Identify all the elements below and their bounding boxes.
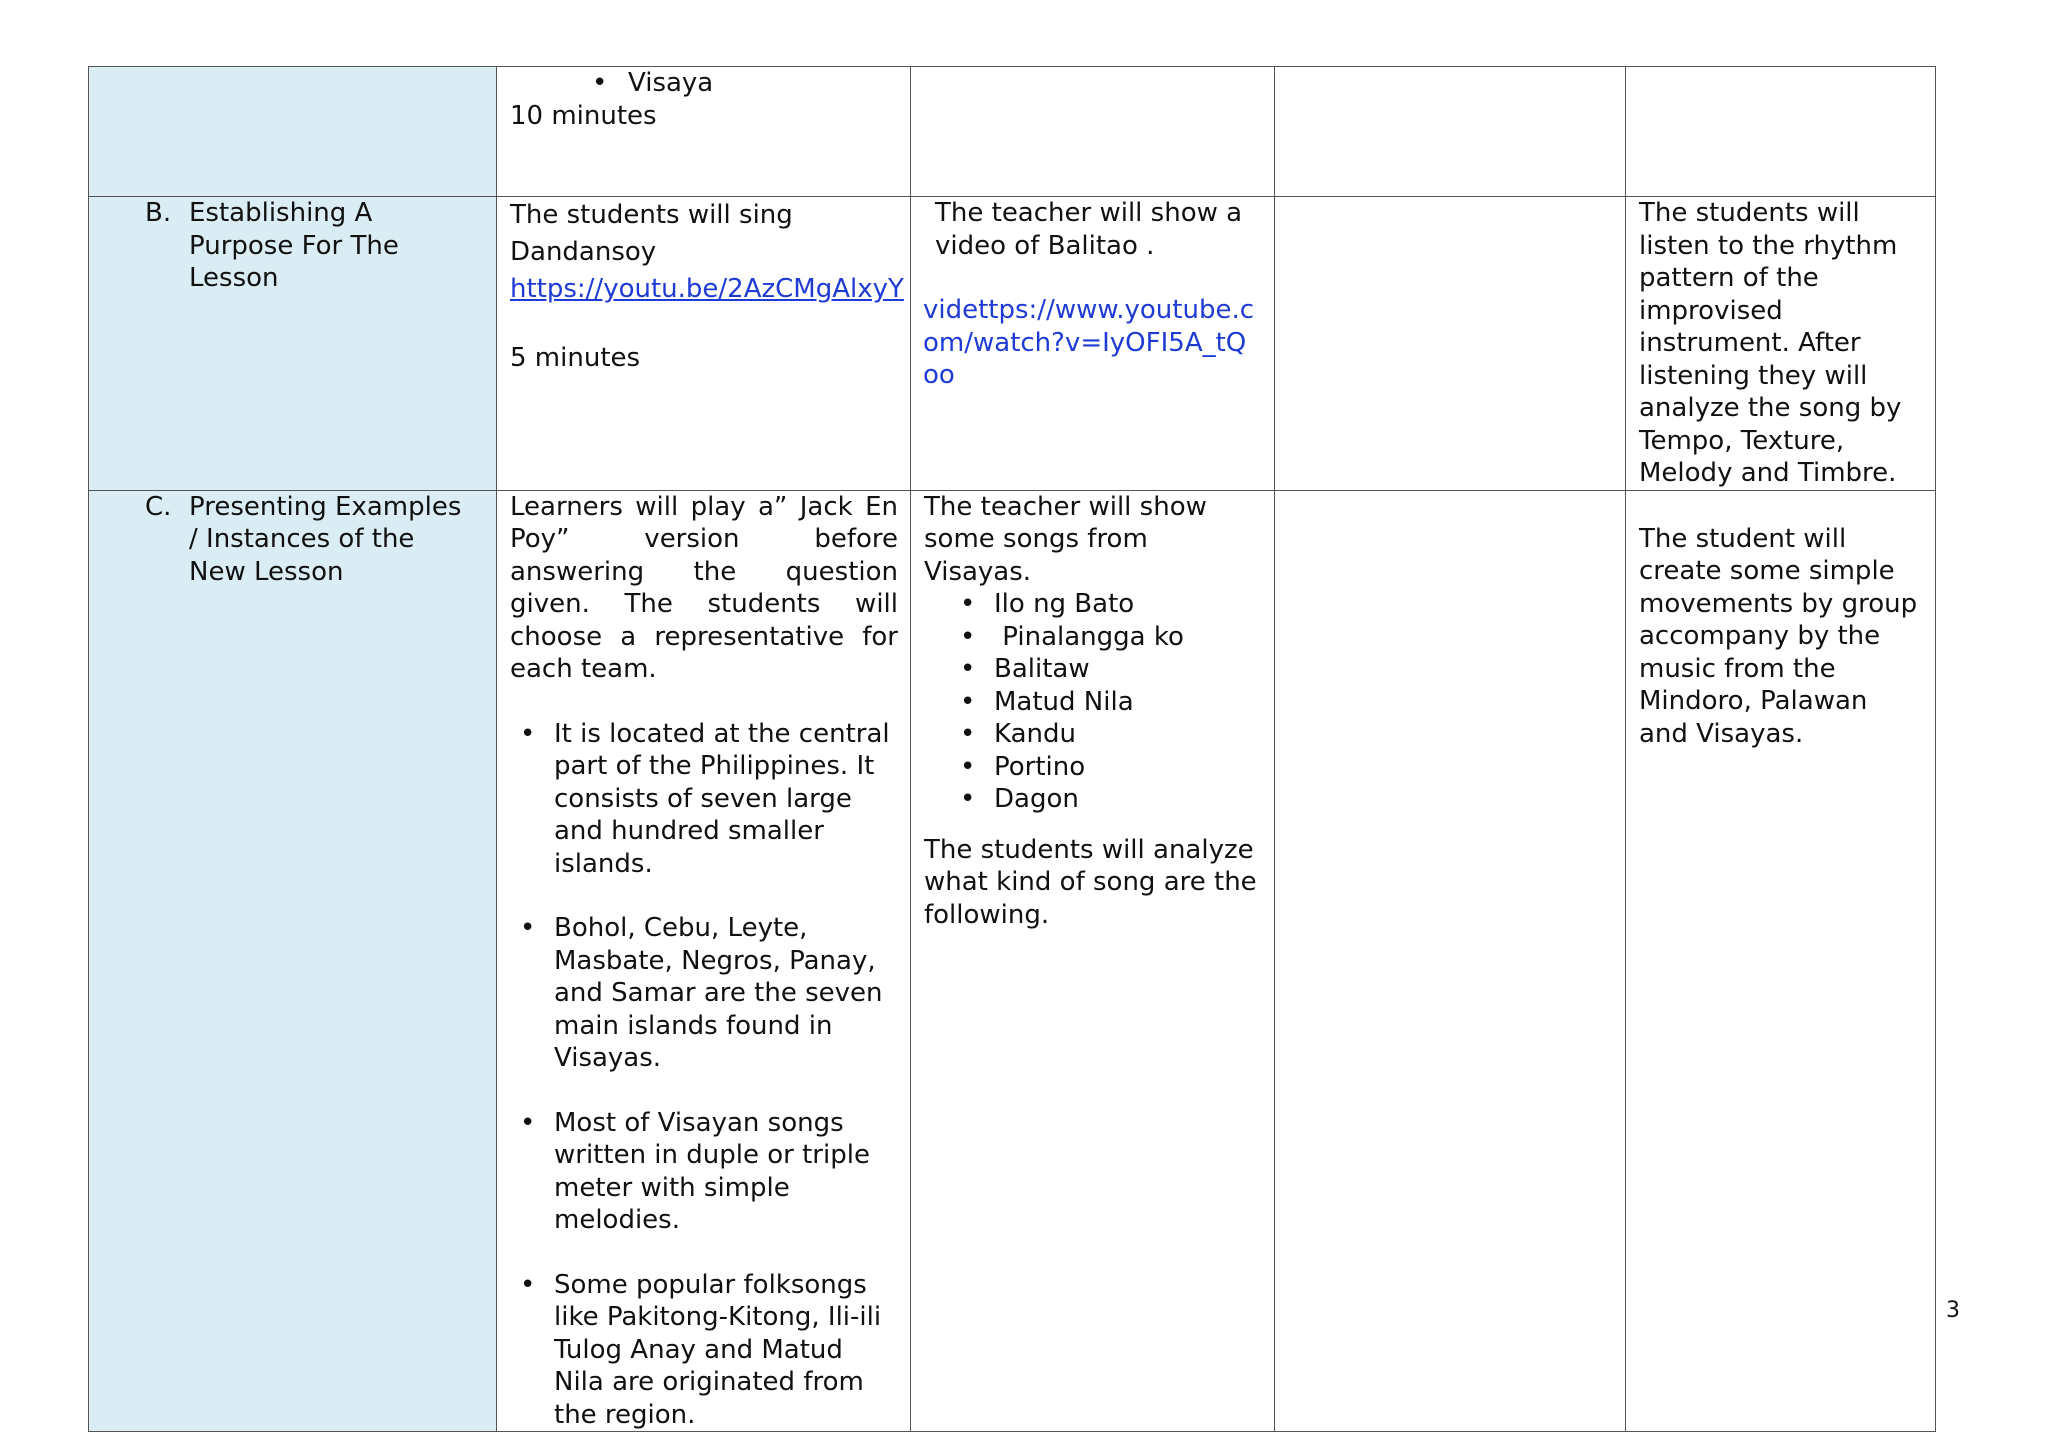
youtube-link[interactable]: https://youtu.be/2AzCMgAlxyY — [510, 274, 904, 304]
bullet-icon: • — [520, 718, 536, 749]
table-row — [89, 67, 1936, 197]
bullet-icon: • — [960, 686, 976, 717]
table-row — [89, 197, 1936, 491]
song-title: Matud Nila — [994, 686, 1134, 717]
time-text: 10 minutes — [510, 100, 657, 131]
bullet-icon: • — [520, 913, 536, 943]
bullet-icon: • — [960, 621, 976, 652]
song-title: Dandansoy — [510, 237, 657, 267]
list-item — [510, 912, 898, 1075]
content-cell — [497, 197, 911, 491]
list-item — [950, 621, 1262, 654]
list-item — [950, 686, 1262, 719]
activity-text: The teacher will show some songs from Visayas. — [924, 491, 1207, 587]
activity-text: The student will create some simple movements by group accompany by the music from the Mindoro, Palawan and Visayas. — [1639, 523, 1918, 749]
label-cell — [89, 490, 497, 1432]
lesson-plan-table — [88, 66, 1936, 1432]
bullet-icon: • — [960, 589, 976, 619]
bullet-icon: • — [960, 751, 976, 782]
label-cell — [89, 197, 497, 491]
time-text: 5 minutes — [510, 343, 641, 373]
bullet-icon: • — [520, 1269, 536, 1300]
bullet-icon: • — [960, 784, 976, 814]
content-cell — [1626, 490, 1936, 1432]
activity-text: Learners will play a” Jack En Poy” version before answering the question given. The students will choose a representative for each team. — [510, 491, 898, 684]
list-item — [950, 653, 1262, 686]
song-title: Pinalangga ko — [994, 621, 1184, 652]
video-link[interactable]: videttps://www.youtube.com/watch?v=IyOFI5A_tQoo — [923, 295, 1255, 390]
empty-cell — [1626, 67, 1936, 197]
activity-text: The students will sing — [510, 200, 793, 230]
section-letter: B. — [145, 198, 172, 228]
list-item — [950, 718, 1262, 751]
list-item-text: Most of Visayan songs written in duple or triple meter with simple melodies. — [554, 1107, 870, 1235]
empty-cell — [911, 67, 1275, 197]
list-item-text: Visaya — [628, 68, 714, 98]
section-label: Presenting Examples / Instances of the New Lesson — [189, 491, 462, 587]
song-title: Dagon — [994, 784, 1079, 814]
content-cell — [911, 490, 1275, 1432]
activity-text: The students will analyze what kind of song are the following. — [924, 834, 1257, 930]
section-label: Establishing A Purpose For The Lesson — [189, 198, 399, 293]
song-list — [924, 588, 1262, 816]
list-item-text: Some popular folksongs like Pakitong-Kitong, Ili-ili Tulog Anay and Matud Nila are originated from the region. — [554, 1269, 882, 1430]
bullet-list — [510, 67, 898, 100]
bullet-icon: • — [960, 719, 976, 749]
list-item — [510, 1107, 898, 1237]
content-cell — [497, 490, 911, 1432]
list-item — [510, 67, 898, 100]
activity-text: The students will listen to the rhythm pattern of the improvised instrument. After listening they will analyze the song by Tempo, Texture, Melody and Timbre. — [1639, 198, 1902, 488]
list-item — [510, 718, 898, 881]
activity-text: The teacher will show a video of Balitao . — [935, 198, 1243, 261]
section-letter: C. — [145, 491, 172, 522]
table-row — [89, 490, 1936, 1432]
list-item-text: Bohol, Cebu, Leyte, Masbate, Negros, Panay, and Samar are the seven main islands found in Visayas. — [554, 913, 883, 1073]
empty-cell — [1275, 67, 1626, 197]
song-title: Ilo ng Bato — [994, 589, 1135, 619]
bullet-icon: • — [520, 1107, 536, 1138]
list-item — [950, 588, 1262, 621]
empty-cell — [1275, 197, 1626, 491]
list-item-text: It is located at the central part of the Philippines. It consists of seven large and hundred smaller islands. — [554, 718, 890, 879]
song-title: Balitaw — [994, 654, 1090, 684]
list-item — [950, 751, 1262, 784]
content-cell — [911, 197, 1275, 491]
label-cell-empty — [89, 67, 497, 197]
bullet-icon: • — [592, 68, 608, 98]
content-cell — [1626, 197, 1936, 491]
fact-list — [510, 718, 898, 1432]
content-cell — [497, 67, 911, 197]
song-title: Kandu — [994, 719, 1076, 749]
list-item — [950, 783, 1262, 816]
empty-cell — [1275, 490, 1626, 1432]
bullet-icon: • — [960, 654, 976, 684]
page-number: 3 — [1946, 1298, 1960, 1323]
song-title: Portino — [994, 751, 1086, 782]
list-item — [510, 1269, 898, 1432]
